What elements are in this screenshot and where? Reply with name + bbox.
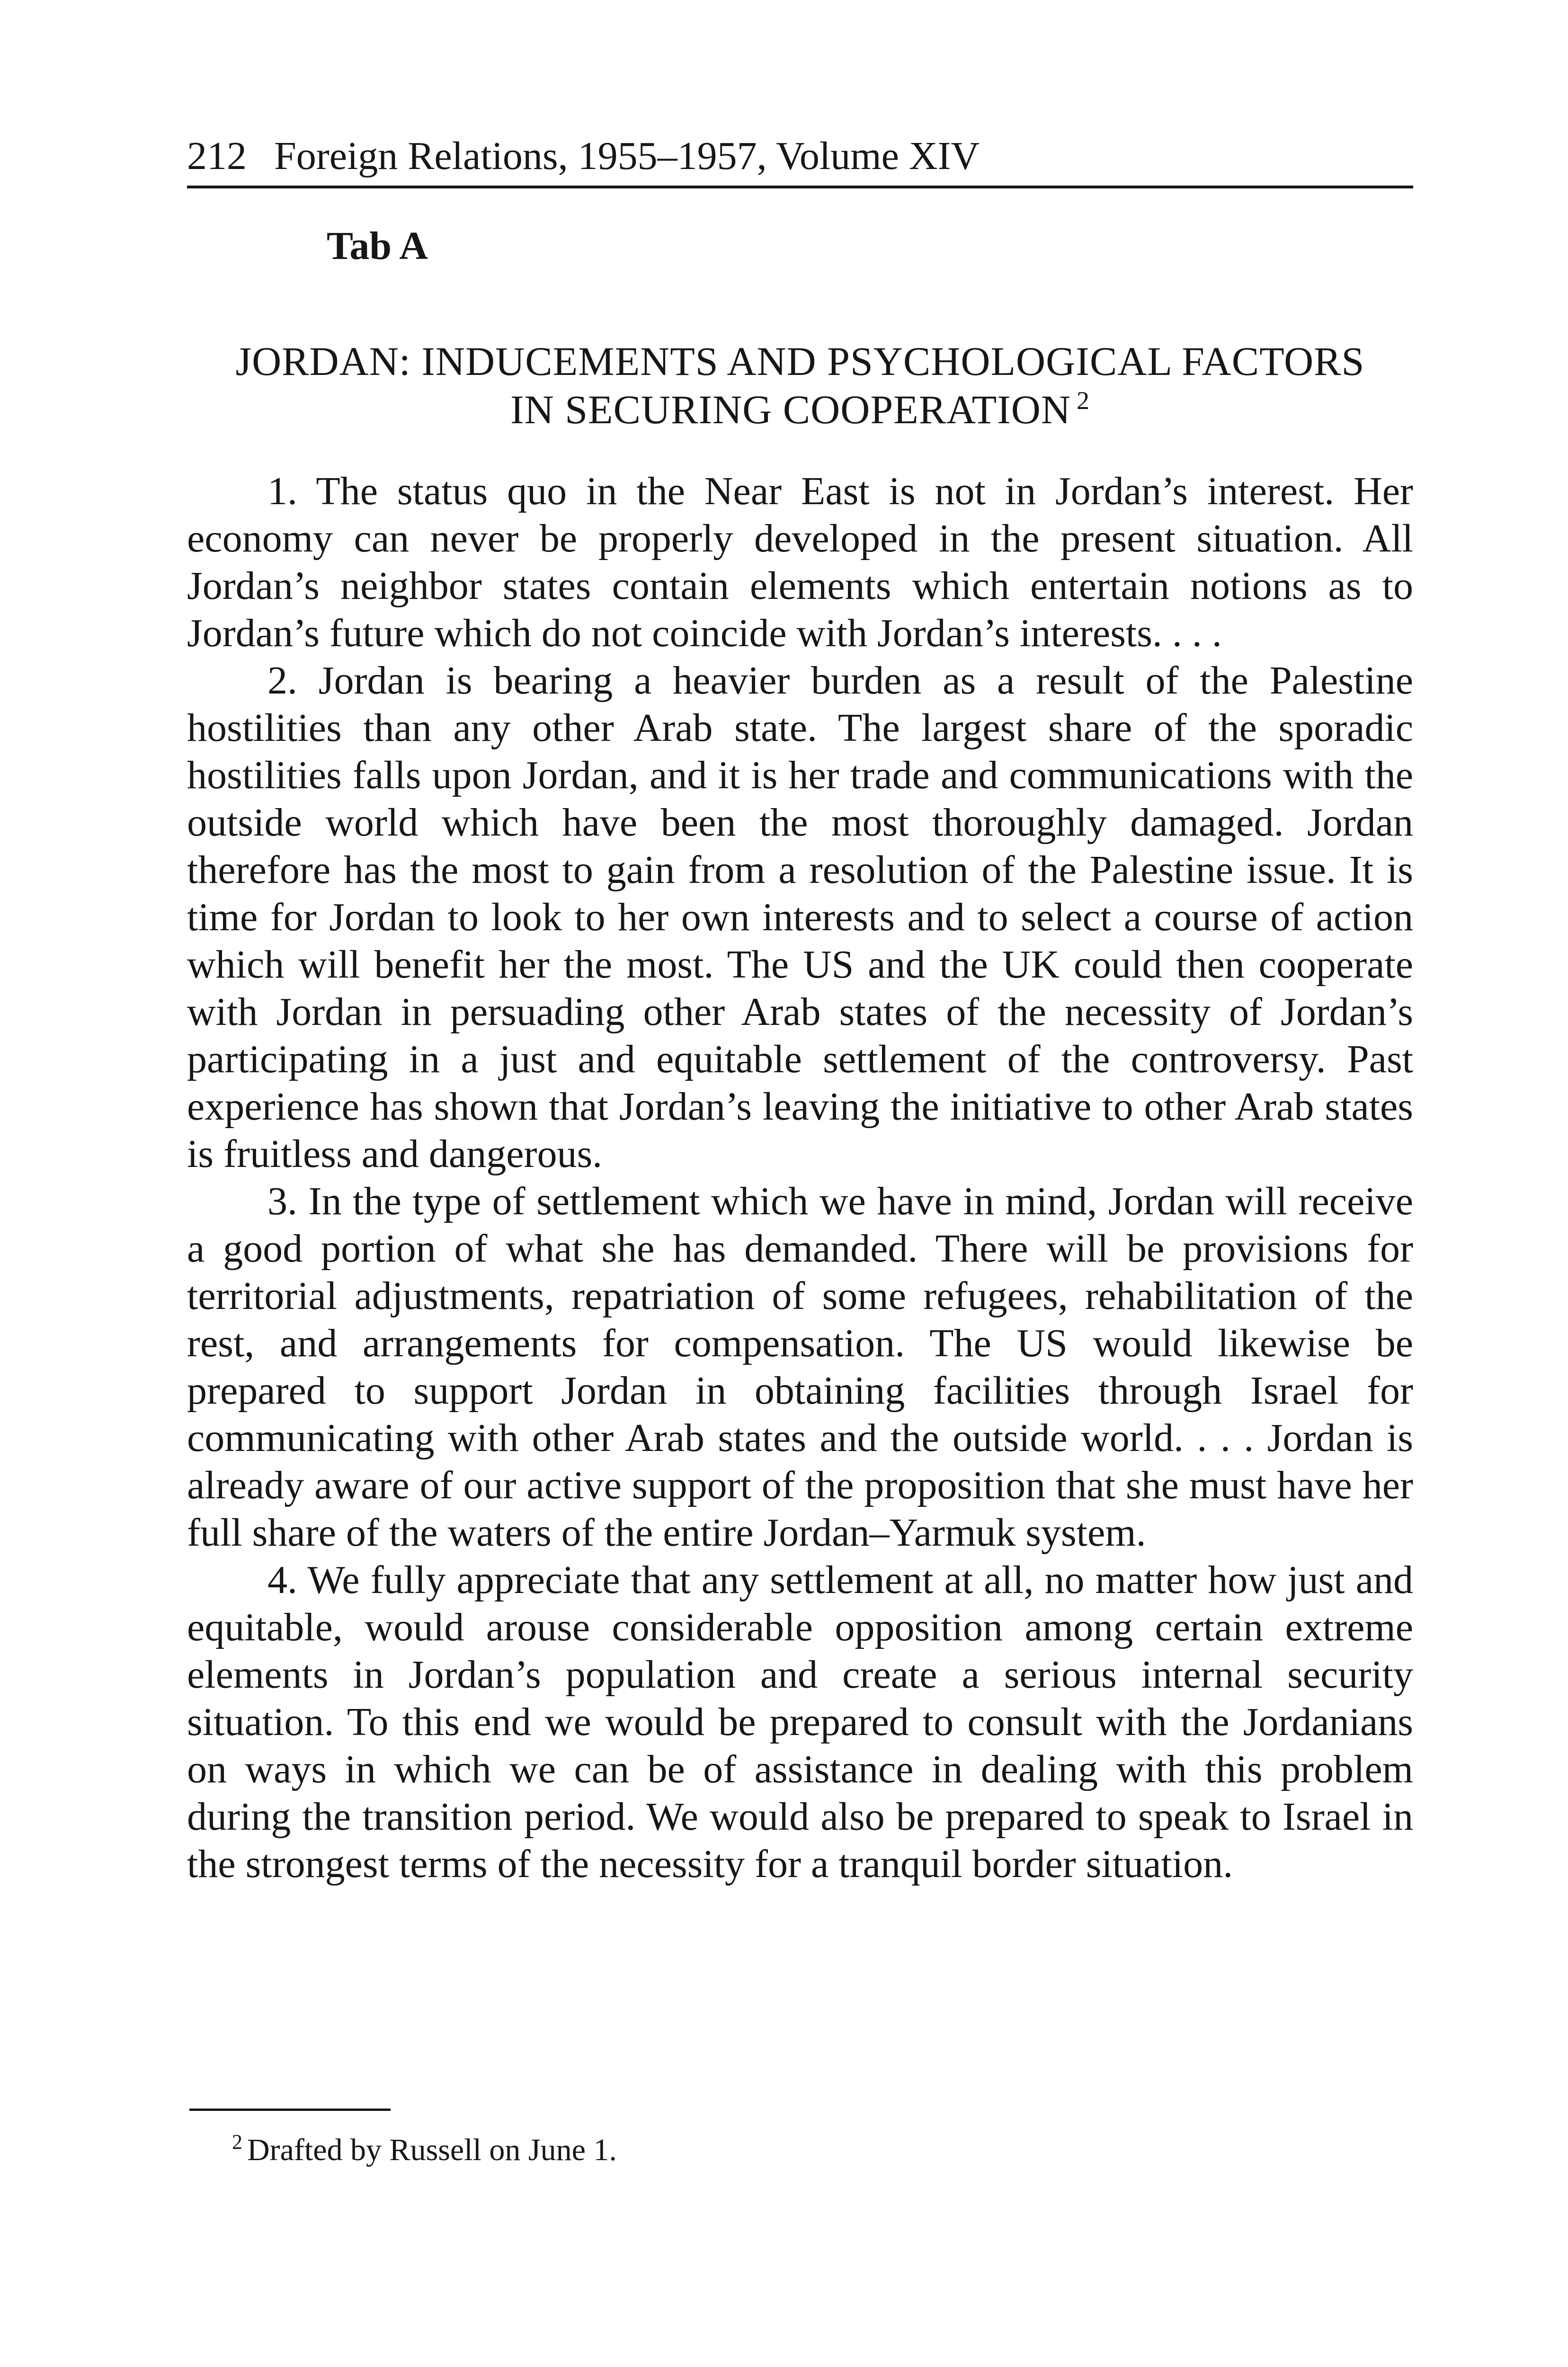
footnote-number: 2 xyxy=(232,2130,242,2153)
paragraph-1: 1. The status quo in the Near East is not in Jordan’s interest. Her economy can never be properly developed in the present situation. All Jordan’s neighbor states contain elements which entertain notions as to Jordan’s future which do not coincide with Jordan’s interests. . . . xyxy=(187,469,1413,655)
title-line-2-text: IN SECURING COOPERATION xyxy=(510,387,1071,432)
document-title xyxy=(187,337,1413,434)
paragraph-2: 2. Jordan is bearing a heavier burden as a result of the Palestine hostilities than any other Arab state. The largest share of the sporadic hostilities falls upon Jordan, and it is her trade and communications with the outside world which have been the most thoroughly damaged. Jordan therefore has the most to gain from a resolution of the Palestine issue. It is time for Jordan to look to her own interests and to select a course of action which will benefit her the most. The US and the UK could then cooperate with Jordan in persuading other Arab states of the necessity of Jordan’s participating in a just and equitable settlement of the controversy. Past experience has shown that Jordan’s leaving the initiative to other Arab states is fruitless and dangerous. xyxy=(187,658,1413,1176)
tab-label: Tab A xyxy=(327,224,428,268)
paragraph-3: 3. In the type of settlement which we have in mind, Jordan will receive a good portion of what she has demanded. There will be provisions for territorial adjustments, repatriation of some refugees, rehabilitation of the rest, and arrangements for compensation. The US would likewise be prepared to support Jordan in obtaining facilities through Israel for communicating with other Arab states and the outside world. . . . Jordan is already aware of our active support of the proposition that she must have her full share of the waters of the entire Jordan–Yarmuk system. xyxy=(187,1179,1413,1555)
title-line-2 xyxy=(187,385,1413,434)
body-text xyxy=(187,468,1413,1888)
paragraph-4: 4. We fully appreciate that any settlement at all, no matter how just and equitable, would arouse considerable opposition among certain extreme elements in Jordan’s population and create a serious internal security situation. To this end we would be prepared to consult with the Jordanians on ways in which we can be of assistance in dealing with this problem during the transition period. We would also be prepared to speak to Israel in the strongest terms of the necessity for a tranquil border situation. xyxy=(187,1558,1413,1886)
running-header xyxy=(187,133,1413,188)
volume-title: Foreign Relations, 1955–1957, Volume XIV xyxy=(274,134,980,178)
footnote-text: Drafted by Russell on June 1. xyxy=(247,2133,617,2167)
page-number: 212 xyxy=(187,134,247,178)
footnote-divider xyxy=(189,2109,391,2111)
footnote-reference: 2 xyxy=(1077,386,1090,415)
footnote xyxy=(232,2130,617,2170)
title-line-1: JORDAN: INDUCEMENTS AND PSYCHOLOGICAL FACTORS xyxy=(235,338,1365,384)
